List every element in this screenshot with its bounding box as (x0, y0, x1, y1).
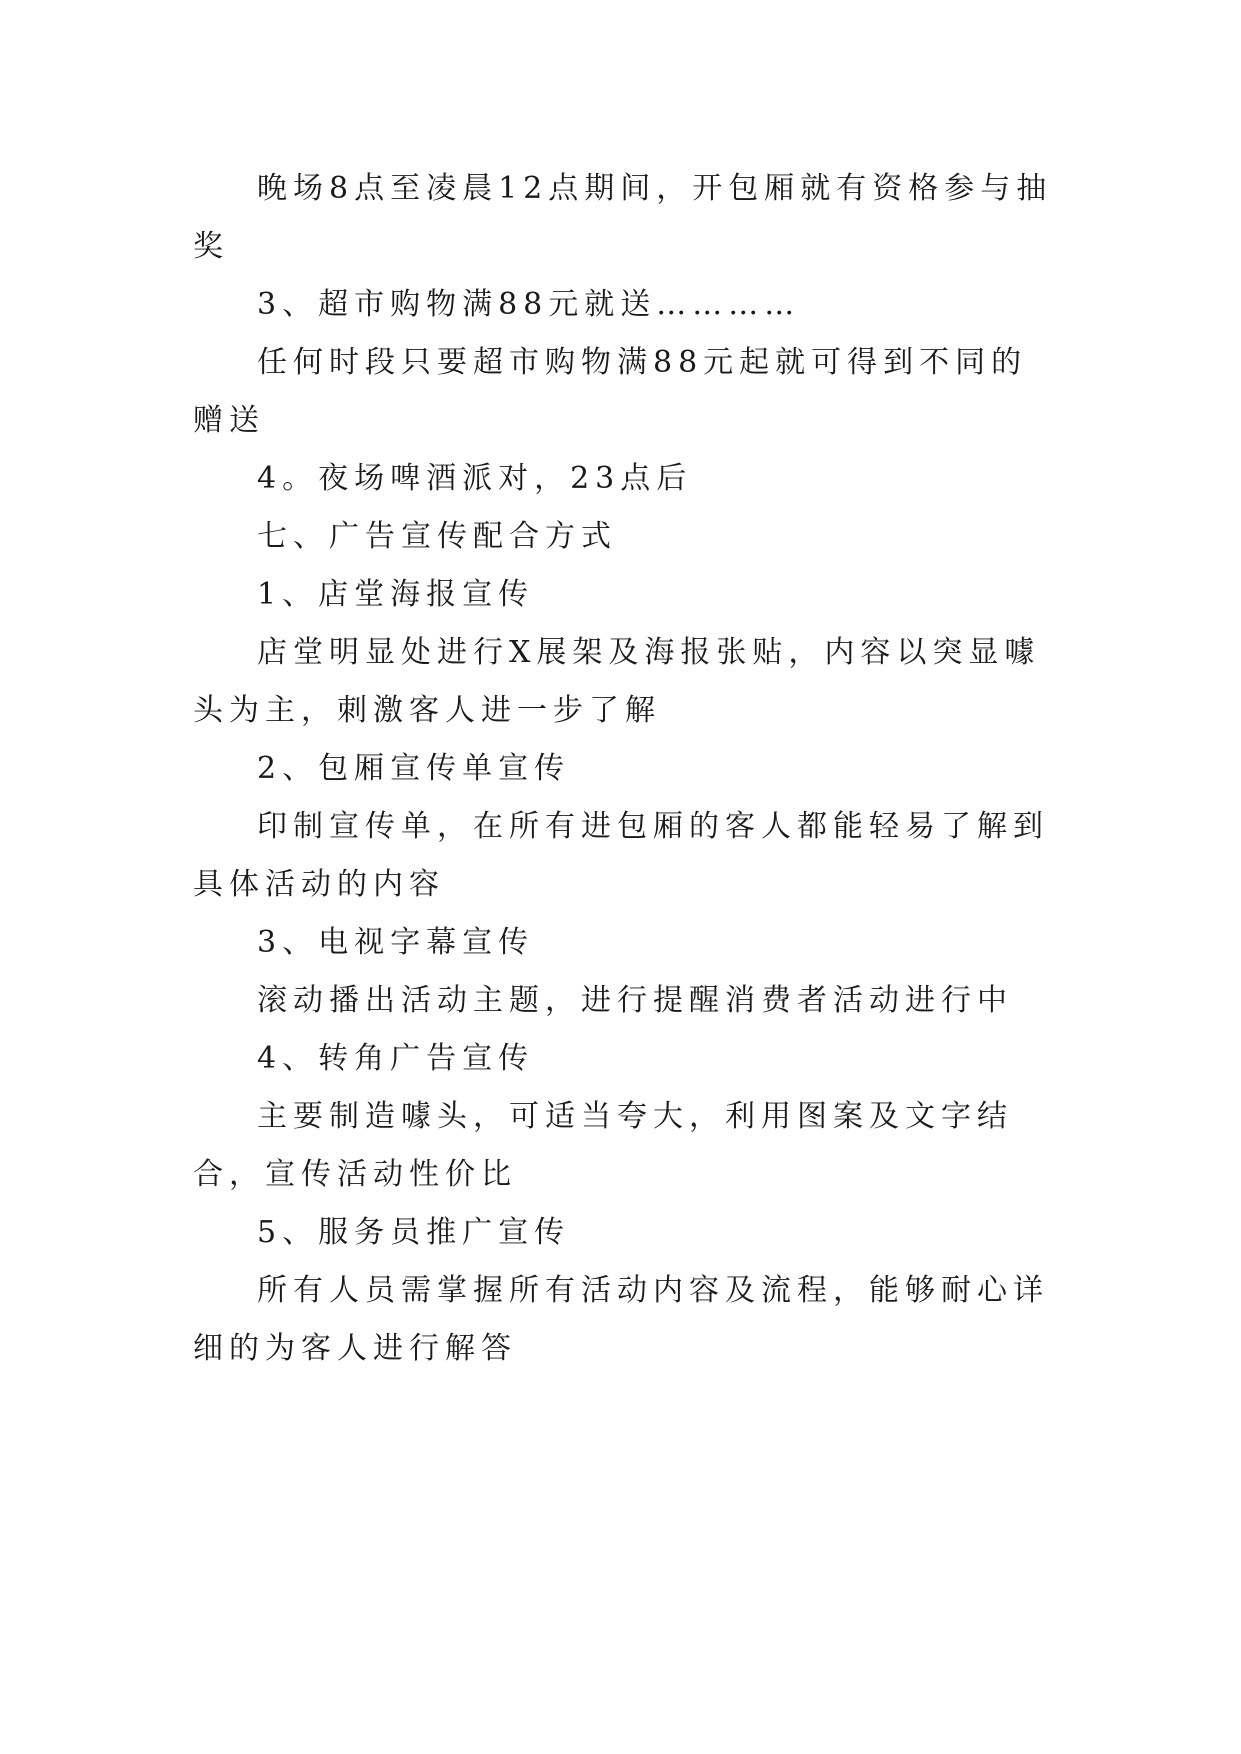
paragraph-flyer: 印制宣传单，在所有进包厢的客人都能轻易了解到具体活动的内容 (193, 809, 1049, 902)
paragraph-supermarket-item: 3、超市购物满88元就送………… (257, 287, 801, 322)
item-heading-staff-promotion: 5、服务员推广宣传 (257, 1215, 571, 1250)
paragraph-beer-party: 4。夜场啤酒派对，23点后 (257, 461, 693, 496)
paragraph-supermarket-gift: 任何时段只要超市购物满88元起就可得到不同的赠送 (193, 345, 1028, 438)
paragraph-staff-promotion: 所有人员需掌握所有活动内容及流程，能够耐心详细的为客人进行解答 (193, 1273, 1049, 1366)
document-body (193, 160, 1053, 1378)
item-heading-corner-ad: 4、转角广告宣传 (257, 1041, 535, 1076)
section-heading-advertising: 七、广告宣传配合方式 (257, 519, 617, 554)
paragraph-tv-subtitle: 滚动播出活动主题，进行提醒消费者活动进行中 (257, 983, 1013, 1018)
item-heading-poster: 1、店堂海报宣传 (257, 577, 535, 612)
item-heading-tv-subtitle: 3、电视字幕宣传 (257, 925, 535, 960)
paragraph-corner-ad: 主要制造噱头，可适当夸大，利用图案及文字结合，宣传活动性价比 (193, 1099, 1013, 1192)
paragraph-lottery-evening: 晚场8点至凌晨12点期间，开包厢就有资格参与抽奖 (193, 171, 1053, 264)
item-heading-flyer: 2、包厢宣传单宣传 (257, 751, 571, 786)
paragraph-poster: 店堂明显处进行X展架及海报张贴，内容以突显噱头为主，刺激客人进一步了解 (193, 635, 1041, 728)
